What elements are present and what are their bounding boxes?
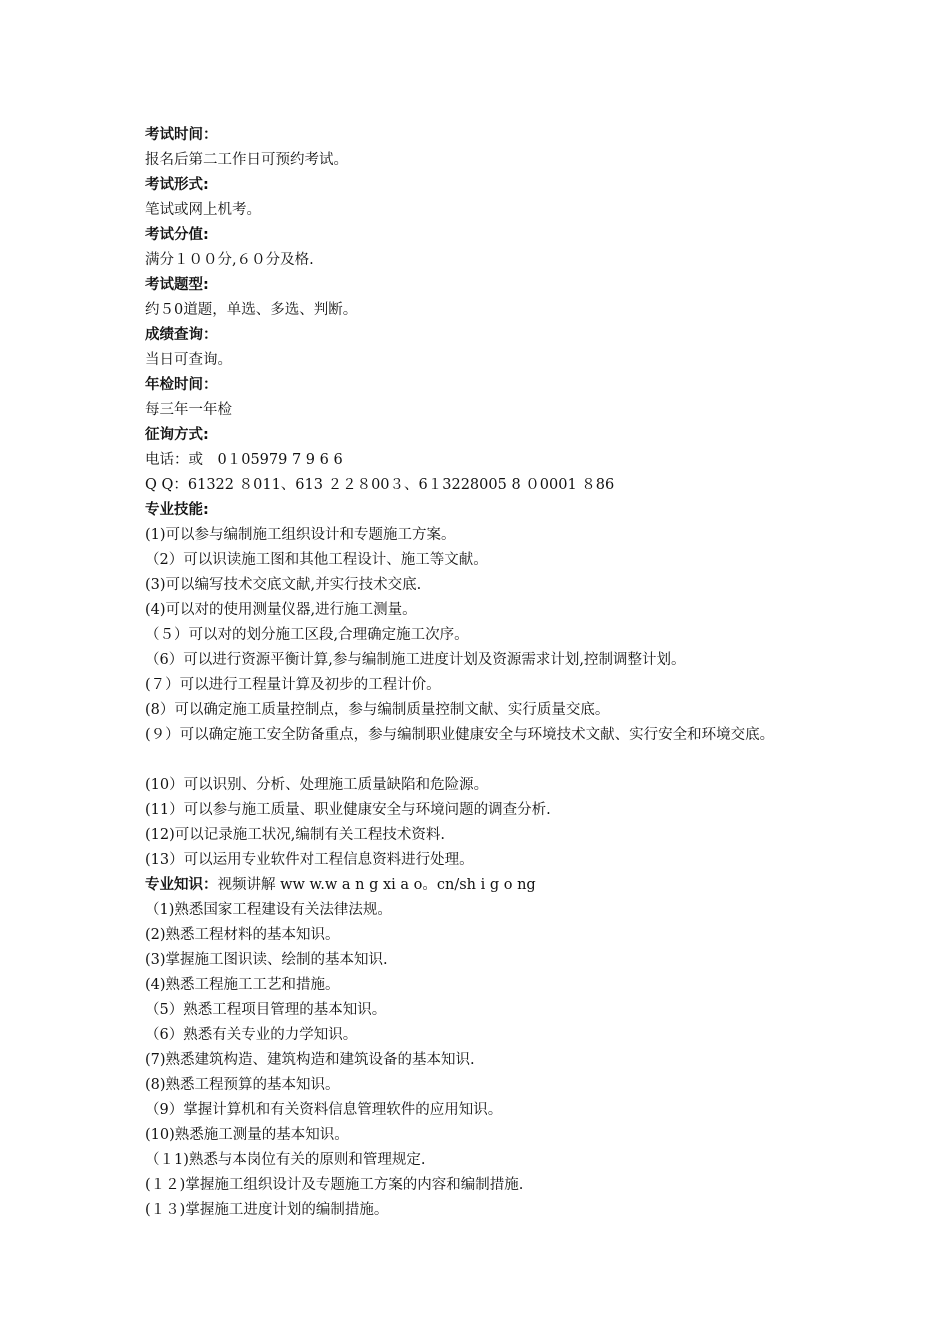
skill-item: (8）可以确定施工质量控制点，参与编制质量控制文献、实行质量交底。 (145, 702, 610, 718)
exam-types-label: 考试题型: (145, 277, 209, 293)
inquiry-label: 征询方式: (145, 427, 209, 443)
skill-item: （6）可以进行资源平衡计算,参与编制施工进度计划及资源需求计划,控制调整计划。 (145, 652, 686, 668)
knowledge-item: （5）熟悉工程项目管理的基本知识。 (145, 1002, 387, 1018)
knowledge-item: (4)熟悉工程施工工艺和措施。 (145, 977, 340, 993)
exam-form-label: 考试形式: (145, 177, 209, 193)
exam-types-text: 约５0道题，单选、多选、判断。 (145, 302, 358, 318)
knowledge-item: （１1)熟悉与本岗位有关的原则和管理规定. (145, 1152, 426, 1168)
skill-item: （2）可以识读施工图和其他工程设计、施工等文献。 (145, 552, 488, 568)
knowledge-item: (2)熟悉工程材料的基本知识。 (145, 927, 340, 943)
exam-score-text: 满分１００分,６０分及格. (145, 252, 314, 268)
skill-item: （５）可以对的划分施工区段,合理确定施工次序。 (145, 627, 469, 643)
skill-item: (12)可以记录施工状况,编制有关工程技术资料. (145, 827, 445, 843)
video-link-text: 视频讲解 ww w.w a n g xi a o。cn/sh i g o ng (217, 877, 536, 893)
knowledge-item: （9）掌握计算机和有关资料信息管理软件的应用知识。 (145, 1102, 503, 1118)
annual-check-text: 每三年一年检 (145, 402, 232, 418)
inquiry-phone: 电话：或 0１05979 7 9 6 6 (145, 452, 343, 468)
skill-item: (3)可以编写技术交底文献,并实行技术交底. (145, 577, 422, 593)
document-page (145, 123, 825, 1223)
knowledge-label: 专业知识： (145, 877, 218, 893)
knowledge-item: (10)熟悉施工测量的基本知识。 (145, 1127, 349, 1143)
inquiry-qq: Q Q：61322 ８011、613 ２２８00３、6１3228005 8 ０0001 ８86 (145, 477, 615, 493)
knowledge-heading (145, 873, 825, 898)
score-query-label: 成绩查询： (145, 327, 218, 343)
annual-check-label: 年检时间： (145, 377, 218, 393)
skill-item: (13）可以运用专业软件对工程信息资料进行处理。 (145, 852, 474, 868)
skill-item: (９）可以确定施工安全防备重点，参与编制职业健康安全与环境技术文献、实行安全和环境交底。 (145, 727, 775, 743)
score-query-text: 当日可查询。 (145, 352, 232, 368)
skill-item: (11）可以参与施工质量、职业健康安全与环境问题的调查分析. (145, 802, 551, 818)
knowledge-item: (１３)掌握施工进度计划的编制措施。 (145, 1202, 389, 1218)
knowledge-item: （6）熟悉有关专业的力学知识。 (145, 1027, 358, 1043)
exam-time-label: 考试时间： (145, 127, 218, 143)
knowledge-item: （1)熟悉国家工程建设有关法律法规。 (145, 902, 392, 918)
knowledge-item: (8)熟悉工程预算的基本知识。 (145, 1077, 340, 1093)
exam-time-text: 报名后第二工作日可预约考试。 (145, 152, 348, 168)
skill-item: (1)可以参与编制施工组织设计和专题施工方案。 (145, 527, 456, 543)
exam-form-text: 笔试或网上机考。 (145, 202, 261, 218)
knowledge-item: (１２)掌握施工组织设计及专题施工方案的内容和编制措施. (145, 1177, 524, 1193)
skill-item: (4)可以对的使用测量仪器,进行施工测量。 (145, 602, 417, 618)
knowledge-item: (7)熟悉建筑构造、建筑构造和建筑设备的基本知识. (145, 1052, 475, 1068)
skills-label: 专业技能: (145, 502, 209, 518)
skill-item: (７）可以进行工程量计算及初步的工程计价。 (145, 677, 441, 693)
exam-score-label: 考试分值: (145, 227, 209, 243)
skill-item: (10）可以识别、分析、处理施工质量缺陷和危险源。 (145, 777, 489, 793)
knowledge-item: (3)掌握施工图识读、绘制的基本知识. (145, 952, 388, 968)
